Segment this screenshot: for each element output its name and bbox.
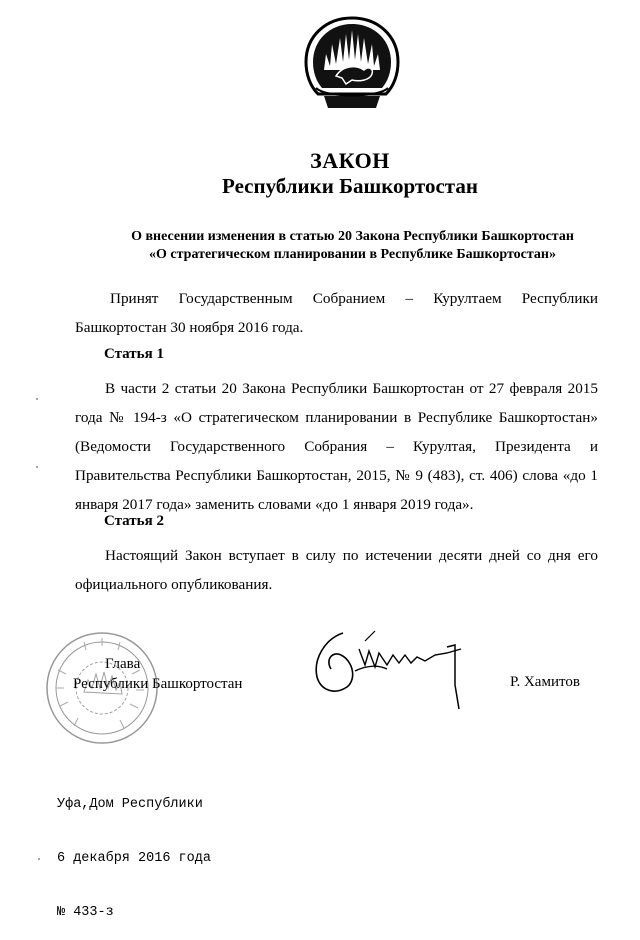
scan-speck bbox=[38, 858, 40, 860]
scan-speck bbox=[36, 466, 38, 468]
document-footer bbox=[57, 760, 211, 940]
adoption-note: Принят Государственным Собранием – Курултаем Республики Башкортостан 30 ноября 2016 года. bbox=[75, 290, 598, 336]
law-title: ЗАКОН bbox=[310, 148, 390, 173]
handwritten-signature bbox=[295, 625, 485, 710]
subject-line-2: «О стратегическом планировании в Республике Башкортостан» bbox=[149, 247, 556, 262]
signatory-post-line-2: Республики Башкортостан bbox=[73, 676, 243, 692]
footer-number: № 433-з bbox=[57, 905, 114, 920]
signatory-name: Р. Хамитов bbox=[510, 674, 580, 690]
law-subtitle: Республики Башкортостан bbox=[222, 174, 478, 198]
law-subject bbox=[70, 228, 635, 264]
signatory-post-line-1: Глава bbox=[105, 656, 141, 672]
article-2-text: Настоящий Закон вступает в силу по истечении десяти дней со дня его официального опубликования. bbox=[75, 547, 598, 593]
coat-of-arms-emblem bbox=[296, 14, 408, 114]
article-1-text: В части 2 статьи 20 Закона Республики Башкортостан от 27 февраля 2015 года № 194-з «О стратегическом планировании в Республике Башкортостан» (Ведомости Государственного Собрания – Курултая, Президента и Правительства Республики Башкортостан, 2015, № 9 (483), ст. 406) слова «до 1 января 2017 года» заменить словами «до 1 января 2019 года». bbox=[75, 380, 598, 513]
footer-date: 6 декабря 2016 года bbox=[57, 851, 211, 866]
article-1-heading: Статья 1 bbox=[104, 346, 164, 362]
signatory-position bbox=[73, 654, 242, 694]
article-2-heading: Статья 2 bbox=[104, 513, 164, 529]
scan-speck bbox=[36, 398, 38, 400]
footer-place: Уфа,Дом Республики bbox=[57, 797, 203, 812]
subject-line-1: О внесении изменения в статью 20 Закона Республики Башкортостан bbox=[131, 229, 574, 244]
